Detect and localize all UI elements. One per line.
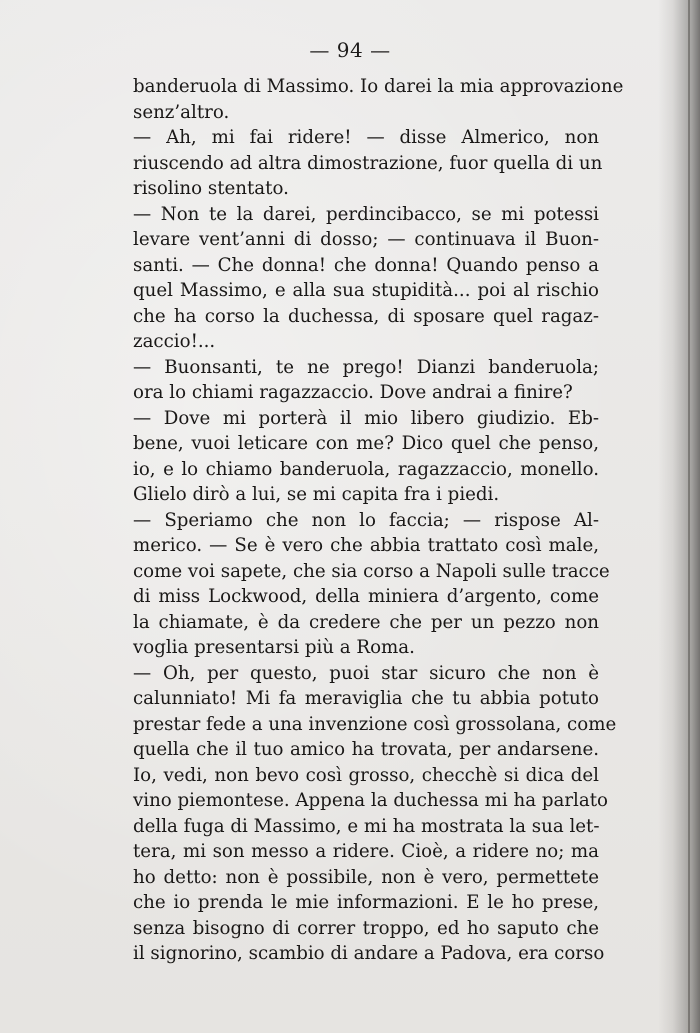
text-line: — Buonsanti, te ne prego! Dianzi banderuola; [133, 356, 599, 378]
text-line: vino piemontese. Appena la duchessa mi ha parlato [133, 790, 608, 811]
text-line: Glielo dirò a lui, se mi capita fra i piedi. [133, 484, 500, 505]
text-line: senz’altro. [133, 101, 230, 123]
text-line: merico. — Se è vero che abbia trattato così male, [133, 535, 599, 556]
text-line: — Oh, per questo, puoi star sicuro che non è [133, 662, 599, 684]
text-line: prestar fede a una invenzione così grossolana, come [133, 713, 617, 735]
text-line: — Non te la darei, perdincibacco, se mi potessi [133, 203, 599, 225]
text-line: — Speriamo che non lo faccia; — rispose Al- [133, 509, 599, 531]
binding-edge-line [688, 0, 690, 1033]
text-line: ora lo chiami ragazzaccio. Dove andrai a finire? [133, 382, 573, 403]
text-line: io, e lo chiamo banderuola, ragazzaccio, monello. [133, 458, 599, 480]
text-line: levare vent’anni di dosso; — continuava il Buon- [133, 229, 599, 250]
text-line: come voi sapete, che sia corso a Napoli sulle tracce [133, 560, 610, 582]
text-line: riuscendo ad altra dimostrazione, fuor quella di un [133, 152, 603, 174]
text-line: voglia presentarsi più a Roma. [133, 637, 415, 658]
text-line: bene, vuoi leticare con me? Dico quel che penso, [133, 433, 599, 454]
text-line: — Ah, mi fai ridere! — disse Almerico, non [133, 127, 599, 148]
text-line: la chiamate, è da credere che per un pezzo non [133, 611, 599, 633]
text-line: ho detto: non è possibile, non è vero, permettete [133, 866, 599, 888]
text-line: risolino stentato. [133, 178, 289, 199]
text-line: banderuola di Massimo. Io darei la mia approvazione [133, 76, 624, 97]
text-line: che io prenda le mie informazioni. E le ho prese, [133, 892, 599, 913]
text-body [133, 74, 624, 967]
text-line: calunniato! Mi fa meraviglia che tu abbia potuto [133, 688, 599, 709]
text-line: santi. — Che donna! che donna! Quando penso a [133, 254, 599, 276]
text-line: di miss Lockwood, della miniera d’argento, come [133, 586, 599, 607]
text-line: — Dove mi porterà il mio libero giudizio. Eb- [133, 407, 599, 429]
text-line: zaccio!... [133, 331, 216, 352]
page-number: — 94 — [309, 38, 391, 62]
text-line: Io, vedi, non bevo così grosso, checchè si dica del [133, 764, 599, 786]
text-line: quella che il tuo amico ha trovata, per andarsene. [133, 739, 599, 760]
text-line: senza bisogno di correr troppo, ed ho saputo che [133, 917, 599, 939]
text-line: quel Massimo, e alla sua stupidità... poi al rischio [133, 280, 599, 301]
text-line: tera, mi son messo a ridere. Cioè, a ridere no; ma [133, 841, 599, 862]
binding-shadow [658, 0, 700, 1033]
text-line: che ha corso la duchessa, di sposare quel ragaz- [133, 305, 599, 327]
text-line: della fuga di Massimo, e mi ha mostrata la sua let- [133, 815, 600, 837]
text-line: il signorino, scambio di andare a Padova, era corso [133, 943, 605, 964]
